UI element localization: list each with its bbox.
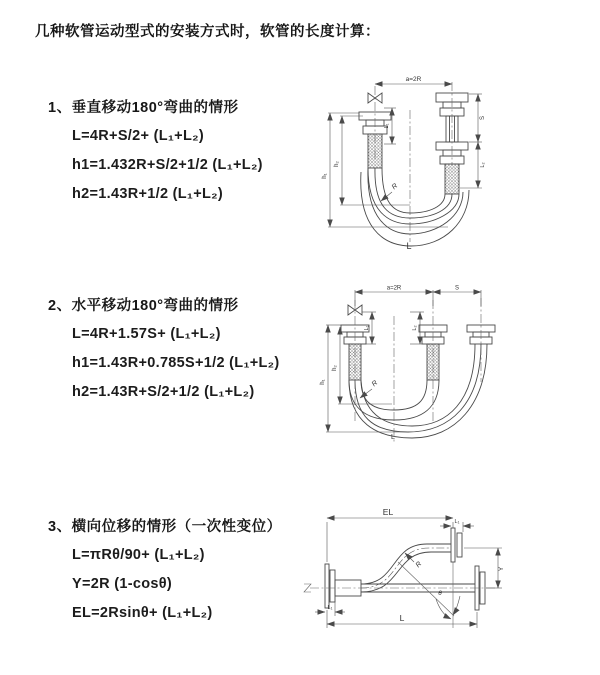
d2-pipes-and-fittings bbox=[341, 305, 495, 380]
d3-hose-curve bbox=[361, 544, 451, 592]
page-title: 几种软管运动型式的安装方式时，软管的长度计算： bbox=[35, 24, 380, 40]
section-1-formula-L: L=4R+S/2+ (L₁+L₂) bbox=[72, 128, 204, 144]
radius-construction-line bbox=[398, 562, 454, 616]
section-1-formula-h1: h1=1.432R+S/2+1/2 (L₁+L₂) bbox=[72, 157, 263, 173]
braided-hose-section bbox=[445, 164, 459, 194]
section-2-heading: 2、水平移动180°弯曲的情形 bbox=[48, 298, 239, 314]
diagram-vertical-180-bend bbox=[308, 66, 588, 256]
d2-label-l: L bbox=[391, 434, 395, 441]
d1-label-l2: L₂ bbox=[480, 162, 486, 168]
diagram-horizontal-180-bend bbox=[312, 282, 597, 457]
section-3-formula-EL: EL=2Rsinθ+ (L₁+L₂) bbox=[72, 605, 213, 621]
d1-label-l1: L₁ bbox=[384, 123, 390, 129]
d1-label-h2: h₂ bbox=[334, 161, 340, 167]
d3-label-l: L bbox=[399, 613, 405, 623]
d1-label-h1: h₁ bbox=[322, 173, 328, 179]
section-3 bbox=[48, 519, 282, 634]
d1-label-s: S bbox=[480, 115, 486, 121]
section-2 bbox=[48, 298, 280, 413]
section-3-heading: 3、横向位移的情形（一次性变位） bbox=[48, 519, 282, 535]
diagram-lateral-displacement bbox=[300, 502, 600, 642]
section-1 bbox=[48, 100, 263, 215]
d1-label-r: R bbox=[390, 182, 400, 192]
d1-label-a2r: a=2R bbox=[405, 76, 422, 83]
d3-label-theta: θ bbox=[438, 590, 442, 597]
d3-label-y: Y bbox=[498, 566, 505, 572]
d3-dimensions bbox=[315, 518, 502, 628]
d1-dimensions bbox=[328, 84, 482, 227]
d2-label-l1: L₁ bbox=[364, 325, 370, 331]
d2-label-h2: h₂ bbox=[332, 365, 338, 371]
centerline-break-mark bbox=[304, 584, 311, 592]
d3-label-l1-top: L₁ bbox=[454, 519, 460, 525]
d2-label-l2: L₂ bbox=[412, 325, 418, 331]
section-2-formula-L: L=4R+1.57S+ (L₁+L₂) bbox=[72, 326, 221, 342]
d1-label-l: L bbox=[406, 241, 412, 251]
d3-label-l1-bottom: L₁ bbox=[327, 605, 333, 611]
d2-centerlines bbox=[355, 298, 481, 444]
d2-label-r: R bbox=[370, 379, 380, 389]
d2-label-h1: h₁ bbox=[320, 379, 326, 385]
d2-label-a2r: a=2R bbox=[386, 285, 402, 292]
d3-label-el: EL bbox=[382, 507, 394, 517]
d3-label-r: R bbox=[414, 560, 424, 570]
section-1-formula-h2: h2=1.43R+1/2 (L₁+L₂) bbox=[72, 186, 224, 202]
section-2-formula-h2: h2=1.43R+S/2+1/2 (L₁+L₂) bbox=[72, 384, 255, 400]
section-3-formula-L: L=πRθ/90+ (L₁+L₂) bbox=[72, 547, 205, 563]
section-1-heading: 1、垂直移动180°弯曲的情形 bbox=[48, 100, 239, 116]
section-2-formula-h1: h1=1.43R+0.785S+1/2 (L₁+L₂) bbox=[72, 355, 280, 371]
section-3-formula-Y: Y=2R (1-cosθ) bbox=[72, 576, 172, 592]
d2-label-s: S bbox=[454, 285, 460, 292]
